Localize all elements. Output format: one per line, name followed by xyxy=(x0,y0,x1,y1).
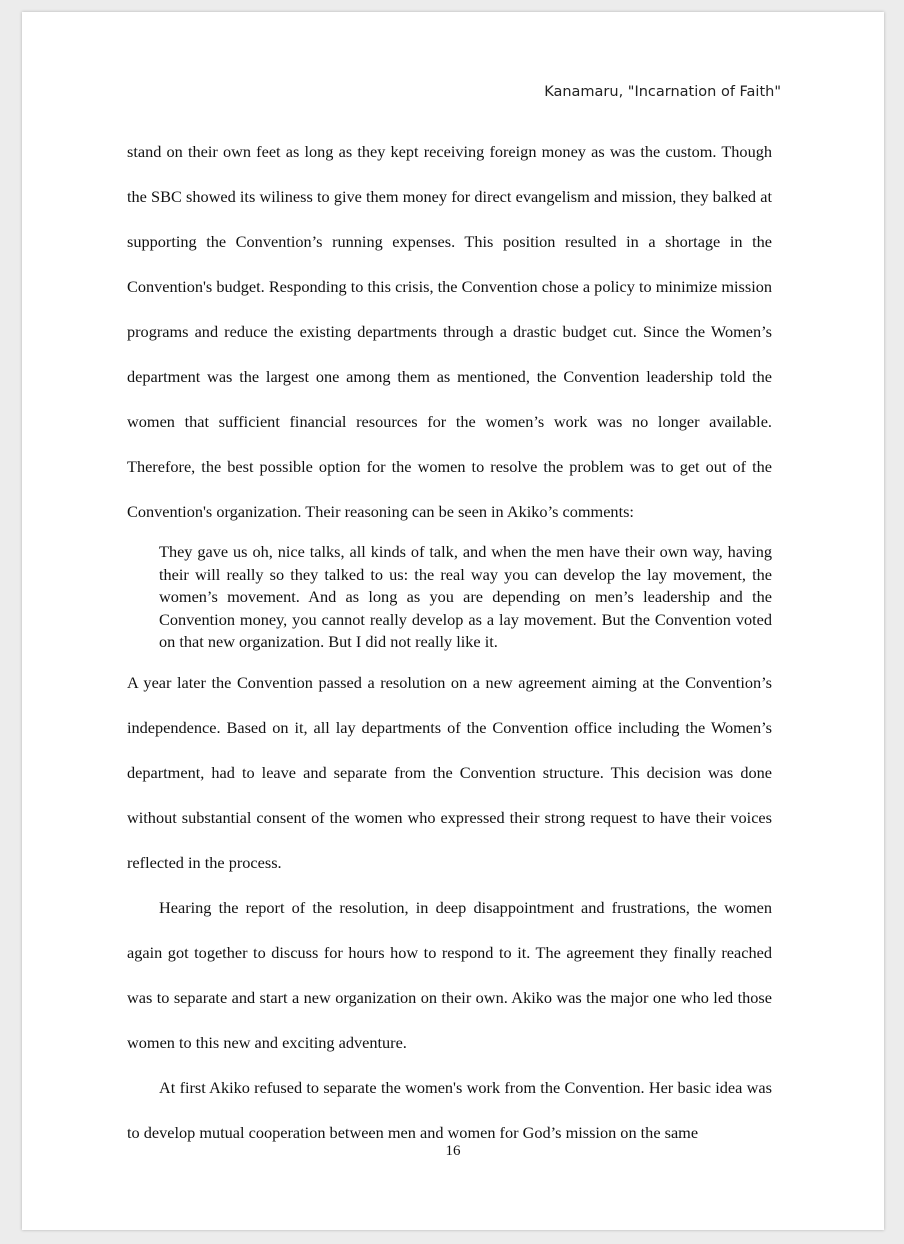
page-number: 16 xyxy=(445,1143,461,1159)
document-page xyxy=(22,12,884,1230)
paragraph-4: At first Akiko refused to separate the women's work from the Convention. Her basic idea was to develop mutual cooperation between men and women for God’s mission on the same xyxy=(127,1077,772,1142)
page-body xyxy=(127,129,772,1155)
running-head: Kanamaru, "Incarnation of Faith" xyxy=(544,84,781,100)
paragraph-1: stand on their own feet as long as they kept receiving foreign money as was the custom. Though the SBC showed its wiliness to give them money for direct evangelism and mission, they balked at supporting the Convention’s running expenses. This position resulted in a shortage in the Convention's budget. Responding to this crisis, the Convention chose a policy to minimize mission programs and reduce the existing departments through a drastic budget cut. Since the Women’s department was the largest one among them as mentioned, the Convention leadership told the women that sufficient financial resources for the women’s work was no longer available. Therefore, the best possible option for the women to resolve the problem was to get out of the Convention's organization. Their reasoning can be seen in Akiko’s comments: xyxy=(127,142,772,521)
paragraph-2: A year later the Convention passed a resolution on a new agreement aiming at the Convention’s independence. Based on it, all lay departments of the Convention office including the Women’s department, had to leave and separate from the Convention structure. This decision was done without substantial consent of the women who expressed their strong request to have their voices reflected in the process. xyxy=(127,672,772,872)
block-quote: They gave us oh, nice talks, all kinds of talk, and when the men have their own way, having their will really so they talked to us: the real way you can develop the lay movement, the women’s movement. And as long as you are depending on men’s leadership and the Convention money, you cannot really develop as a lay movement. But the Convention voted on that new organization. But I did not really like it. xyxy=(159,542,772,651)
paragraph-3: Hearing the report of the resolution, in deep disappointment and frustrations, the women again got together to discuss for hours how to respond to it. The agreement they finally reached was to separate and start a new organization on their own. Akiko was the major one who led those women to this new and exciting adventure. xyxy=(127,897,772,1052)
